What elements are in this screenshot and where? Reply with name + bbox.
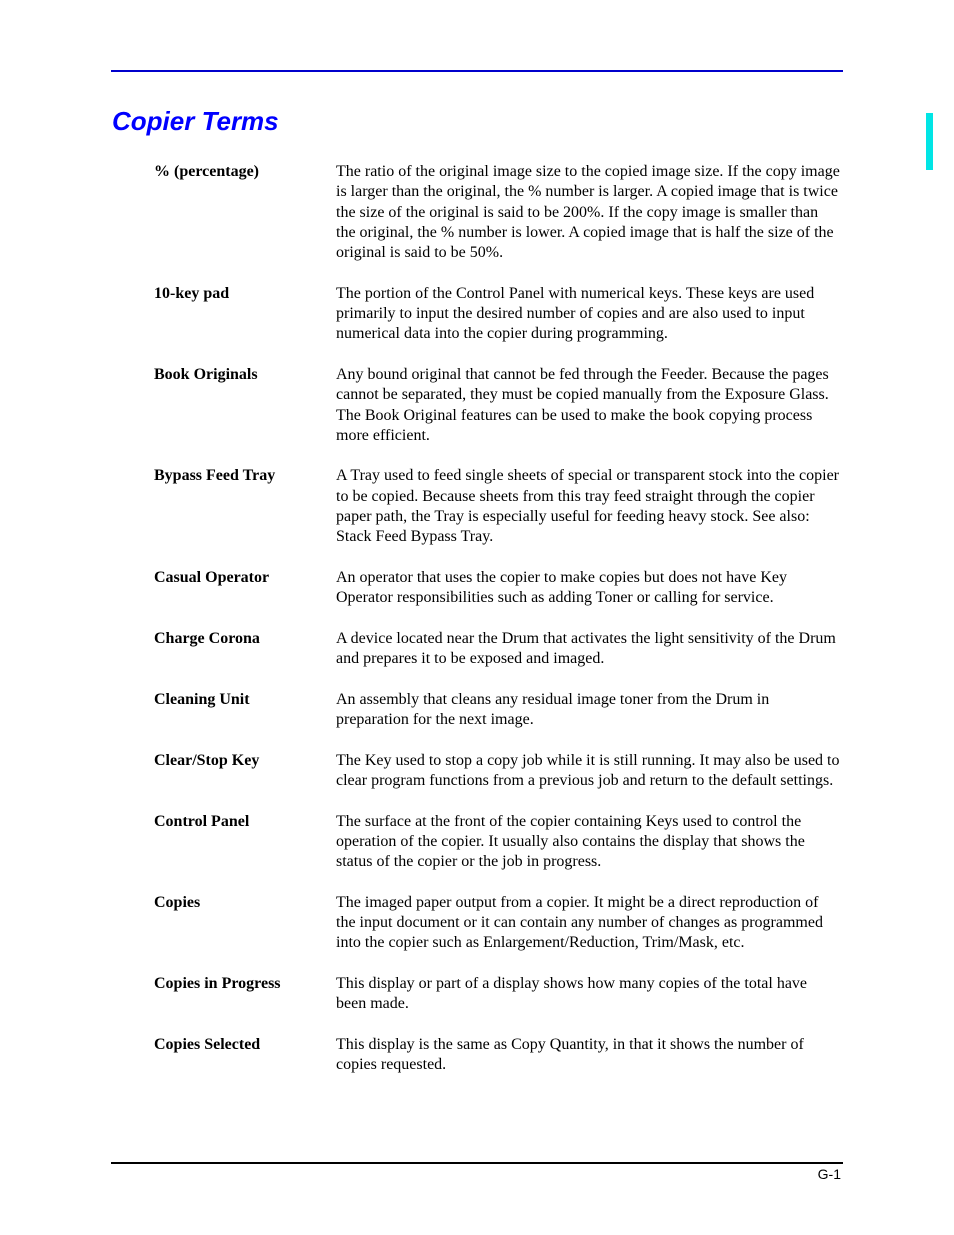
- glossary-definition: A Tray used to feed single sheets of special or transparent stock into the copier to be copied. Because sheets from this tray feed straight through the copier paper path, the Tray is especially useful for feeding heavy stock. See also: Stack Feed Bypass Tray.: [336, 467, 839, 546]
- glossary-definition: The imaged paper output from a copier. It might be a direct reproduction of the input document or it can contain any number of changes as programmed into the copier such as Enlargement/Reduction, Trim/Mask, etc.: [336, 893, 823, 952]
- glossary-definition: An operator that uses the copier to make copies but does not have Key Operator responsibilities such as adding Toner or calling for service.: [336, 568, 787, 607]
- glossary-definition: The surface at the front of the copier containing Keys used to control the operation of the copier. It usually also contains the display that shows the status of the copier or the job in progress.: [336, 812, 805, 871]
- glossary-term: Copies Selected: [154, 1035, 261, 1053]
- glossary-entry: [154, 812, 844, 873]
- glossary-definition: The Key used to stop a copy job while it is still running. It may also be used to clear program functions from a previous job and return to the default settings.: [336, 751, 840, 789]
- header-rule: [111, 70, 843, 72]
- glossary-entry: [154, 466, 844, 547]
- glossary-entry: [154, 690, 844, 731]
- glossary-entry: [154, 568, 844, 609]
- glossary-definition: An assembly that cleans any residual image toner from the Drum in preparation for the next image.: [336, 690, 770, 729]
- glossary-entry: [154, 1035, 844, 1076]
- glossary-entry: [154, 365, 844, 446]
- glossary-term: Copies in Progress: [154, 974, 281, 992]
- glossary-definition: A device located near the Drum that activates the light sensitivity of the Drum and prepares it to be exposed and imaged.: [336, 629, 836, 668]
- glossary-term: % (percentage): [154, 163, 259, 180]
- glossary-term: Casual Operator: [154, 568, 270, 586]
- glossary-entry: [154, 162, 844, 263]
- glossary-definition: Any bound original that cannot be fed through the Feeder. Because the pages cannot be separated, they must be copied manually from the Exposure Glass. The Book Original features can be used to make the book copying process more efficient.: [336, 365, 829, 444]
- section-tab-marker: [926, 113, 933, 170]
- glossary-entry: [154, 629, 844, 670]
- glossary-definition: The portion of the Control Panel with numerical keys. These keys are used primarily to input the desired number of copies and are also used to input numerical data into the copier during programming.: [336, 284, 815, 343]
- glossary-definition: The ratio of the original image size to the copied image size. If the copy image is larger than the original, the % number is larger. A copied image that is twice the size of the original is said to be 200%. If the copy image is smaller than the original, the % number is lower. A copied image that is half the size of the original is said to be 50%.: [336, 163, 840, 262]
- glossary-entry: [154, 751, 844, 792]
- page-number: G-1: [817, 1166, 841, 1182]
- glossary-term: Cleaning Unit: [154, 690, 250, 708]
- glossary-entry: [154, 893, 844, 954]
- glossary-term: 10-key pad: [154, 284, 230, 302]
- glossary-term: Control Panel: [154, 812, 250, 830]
- glossary-term: Copies: [154, 893, 201, 911]
- page-title: Copier Terms: [112, 106, 279, 136]
- glossary-definition: This display or part of a display shows how many copies of the total have been made.: [336, 974, 808, 1013]
- glossary-entry: [154, 284, 844, 345]
- glossary-term: Bypass Feed Tray: [154, 467, 276, 485]
- glossary-term: Book Originals: [154, 365, 258, 383]
- glossary-term: Clear/Stop Key: [154, 751, 260, 769]
- glossary-definition: This display is the same as Copy Quantity, in that it shows the number of copies requested.: [336, 1035, 804, 1074]
- glossary-entry: [154, 974, 844, 1015]
- glossary-term: Charge Corona: [154, 629, 260, 647]
- footer-rule: [111, 1162, 843, 1164]
- glossary-list: [154, 162, 844, 1096]
